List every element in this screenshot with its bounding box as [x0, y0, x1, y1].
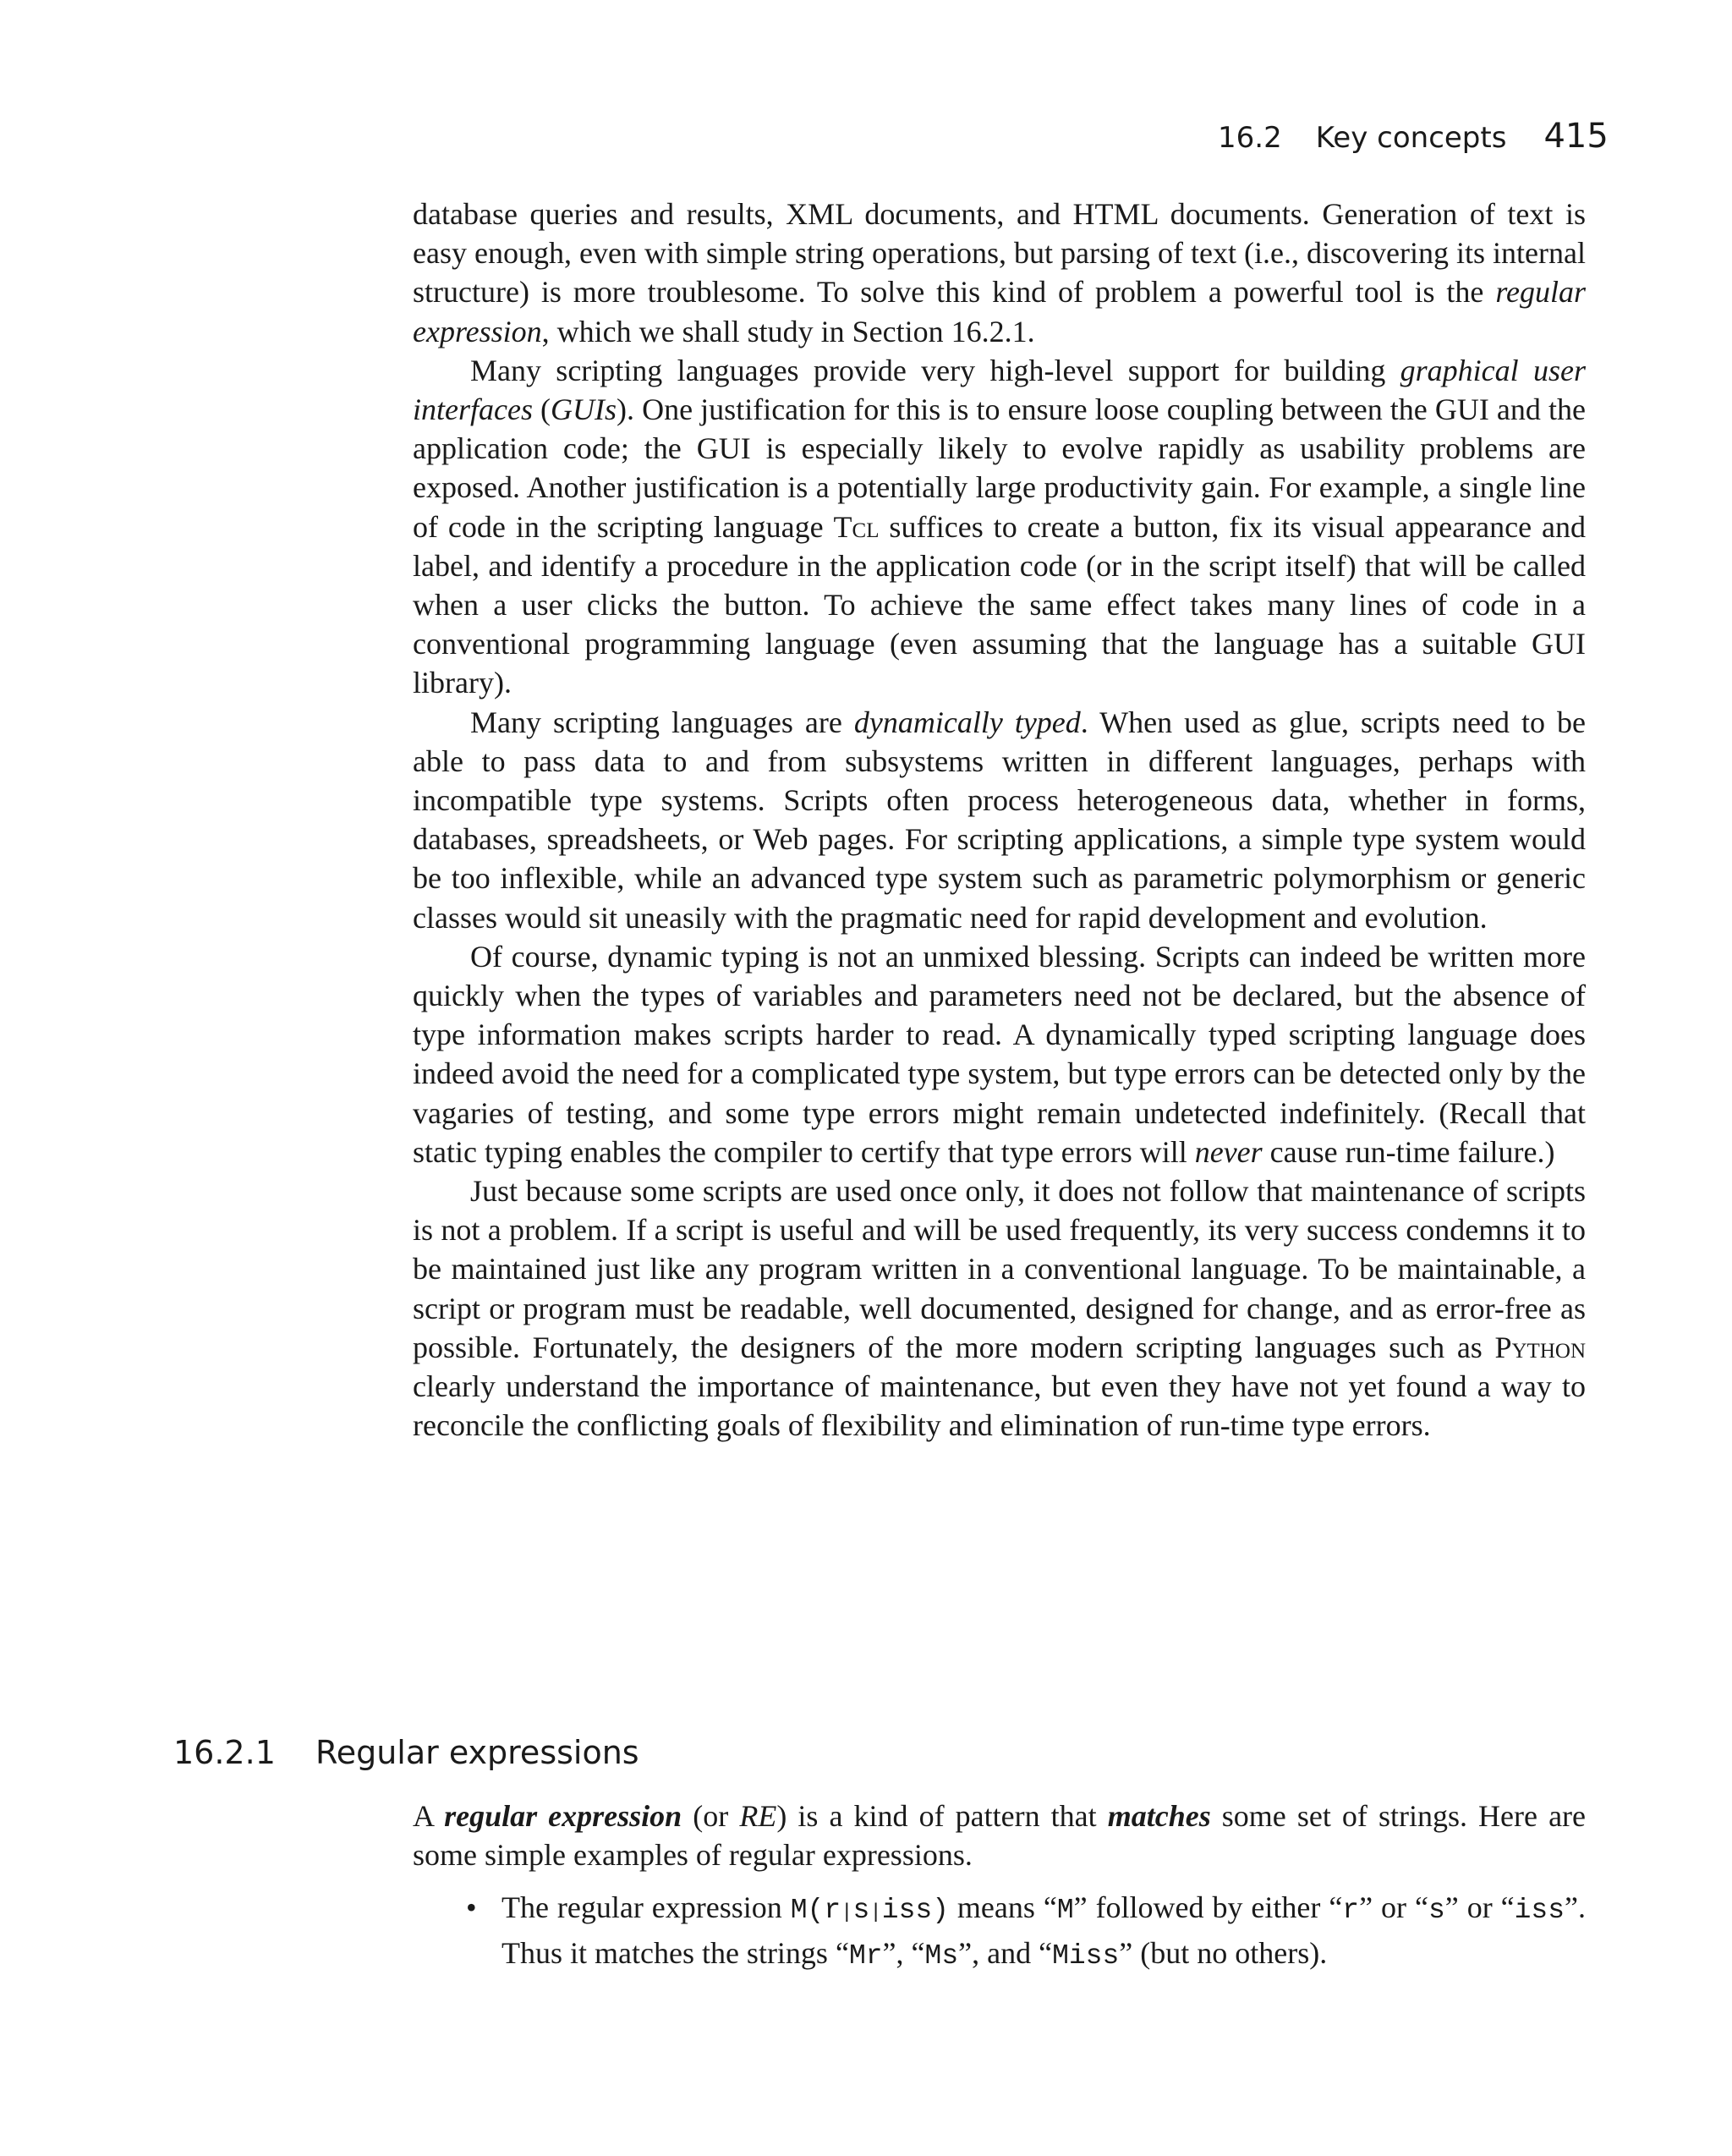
code: iss	[1514, 1895, 1565, 1927]
paragraph-5	[413, 1171, 1586, 1445]
subsection-number: 16.2.1	[173, 1734, 276, 1771]
subsection-body	[413, 1797, 1586, 1976]
code: M(r	[790, 1895, 841, 1927]
text-run: clearly understand the importance of maintenance, but even they have not yet found a way to reconcile the conflicting goals of flexibility and elimination of run-time type errors.	[413, 1369, 1586, 1443]
text-run: cause run-time failure.)	[1262, 1134, 1555, 1169]
code: Ms	[924, 1939, 959, 1972]
text-run: A	[413, 1799, 445, 1833]
text-run: ” or “	[1359, 1890, 1428, 1925]
paragraph-3	[413, 703, 1586, 937]
bullet-marker: •	[466, 1890, 477, 1925]
running-head	[1218, 117, 1609, 156]
list-item	[413, 1888, 1586, 1975]
subsection-title: Regular expressions	[315, 1734, 639, 1771]
text-run: ” followed by either “	[1073, 1890, 1343, 1925]
subsection-intro	[413, 1797, 1586, 1874]
text-run: some set of strings. Here are some simple examples of regular expressions.	[413, 1799, 1587, 1873]
subsection-heading	[173, 1734, 639, 1771]
page-number: 415	[1543, 117, 1609, 156]
text-run: Many scripting languages are	[470, 705, 854, 739]
text-run: ” (but no others).	[1119, 1935, 1328, 1970]
paragraph-4	[413, 937, 1586, 1171]
code: Mr	[848, 1939, 883, 1972]
text-run: , which we shall study in Section 16.2.1.	[541, 314, 1035, 348]
paragraph-2	[413, 351, 1586, 703]
body-text	[413, 195, 1586, 1446]
emphasis: RE	[739, 1799, 777, 1833]
code: Miss	[1052, 1939, 1120, 1972]
code: M	[1056, 1895, 1074, 1927]
emphasis: dynamically typed	[853, 705, 1081, 739]
paragraph-1	[413, 195, 1586, 351]
defined-term: matches	[1107, 1799, 1211, 1833]
text-run: Of course, dynamic typing is not an unmixed blessing. Scripts can indeed be written more quickly when the types of variables and parameters need not be declared, but the absence of type information makes scripts harder to read. A dynamically typed scripting language does indeed avoid the need for a complicated type system, but type errors can be detected only by the vagaries of testing, and some type errors might remain undetected indefinitely. (Recall that static typing enables the compiler to certify that type errors will	[413, 939, 1586, 1169]
text-run: ”. Thus it matches the strings “	[502, 1890, 1587, 1970]
emphasis: GUIs	[551, 392, 617, 427]
text-run: means “	[948, 1890, 1057, 1925]
text-run: The regular expression	[502, 1890, 791, 1925]
code: s	[852, 1895, 870, 1927]
code: s	[1428, 1895, 1445, 1927]
text-run: Just because some scripts are used once only, it does not follow that maintenance of scripts is not a problem. If a script is useful and will be used frequently, its very success condemns it to be maintained just like any program written in a conventional language. To be maintainable, a script or program must be readable, well documented, designed for change, and as error-free as possible. Fortunately, the designers of the more modern scripting languages such as	[413, 1174, 1586, 1364]
section-title: Key concepts	[1315, 121, 1507, 155]
code: |	[869, 1901, 882, 1925]
text-run: ” or “	[1444, 1890, 1515, 1925]
text-run: Many scripting languages provide very high-level support for building	[470, 353, 1400, 387]
emphasis: regular expression	[413, 275, 1586, 348]
text-run: . When used as glue, scripts need to be able to pass data to and from subsystems written in different languages, perhaps with incompatible type systems. Scripts often process heterogeneous data, whether in forms, databases, spreadsheets, or Web pages. For scripting applications, a simple type system would be too inflexible, while an advanced type system such as parametric polymorphism or generic classes would sit uneasily with the pragmatic need for rapid development and evolution.	[413, 705, 1586, 935]
emphasis: never	[1194, 1134, 1263, 1169]
text-run: ”, “	[882, 1935, 925, 1970]
text-run: (or	[682, 1799, 740, 1833]
section-number: 16.2	[1218, 121, 1282, 155]
defined-term: regular expression	[444, 1799, 682, 1833]
text-run: suffices to create a button, fix its visual appearance and label, and identify a procedure in the application code (or in the script itself) that will be called when a user clicks the button. To achieve the same effect takes many lines of code in a conventional programming language (even assuming that the language has a suitable GUI library).	[413, 509, 1586, 700]
text-run: (	[532, 392, 551, 427]
language-name: Tcl	[833, 509, 880, 544]
code: iss)	[881, 1895, 949, 1927]
code: |	[841, 1901, 853, 1925]
text-run: ”, and “	[958, 1935, 1053, 1970]
code: r	[1342, 1895, 1360, 1927]
text-run: ) is a kind of pattern that	[776, 1799, 1108, 1833]
text-run: ). One justification for this is to ensure loose coupling between the GUI and the application code; the GUI is especially likely to evolve rapidly as usability problems are exposed. Another justification is a potentially large productivity gain. For example, a single line of code in the scripting language	[413, 392, 1586, 544]
language-name: Python	[1494, 1330, 1586, 1364]
text-run: database queries and results, XML documents, and HTML documents. Generation of text is easy enough, even with simple string operations, but parsing of text (i.e., discovering its internal structure) is more troublesome. To solve this kind of problem a powerful tool is the	[413, 197, 1586, 310]
emphasis: graphical user interfaces	[413, 353, 1586, 427]
